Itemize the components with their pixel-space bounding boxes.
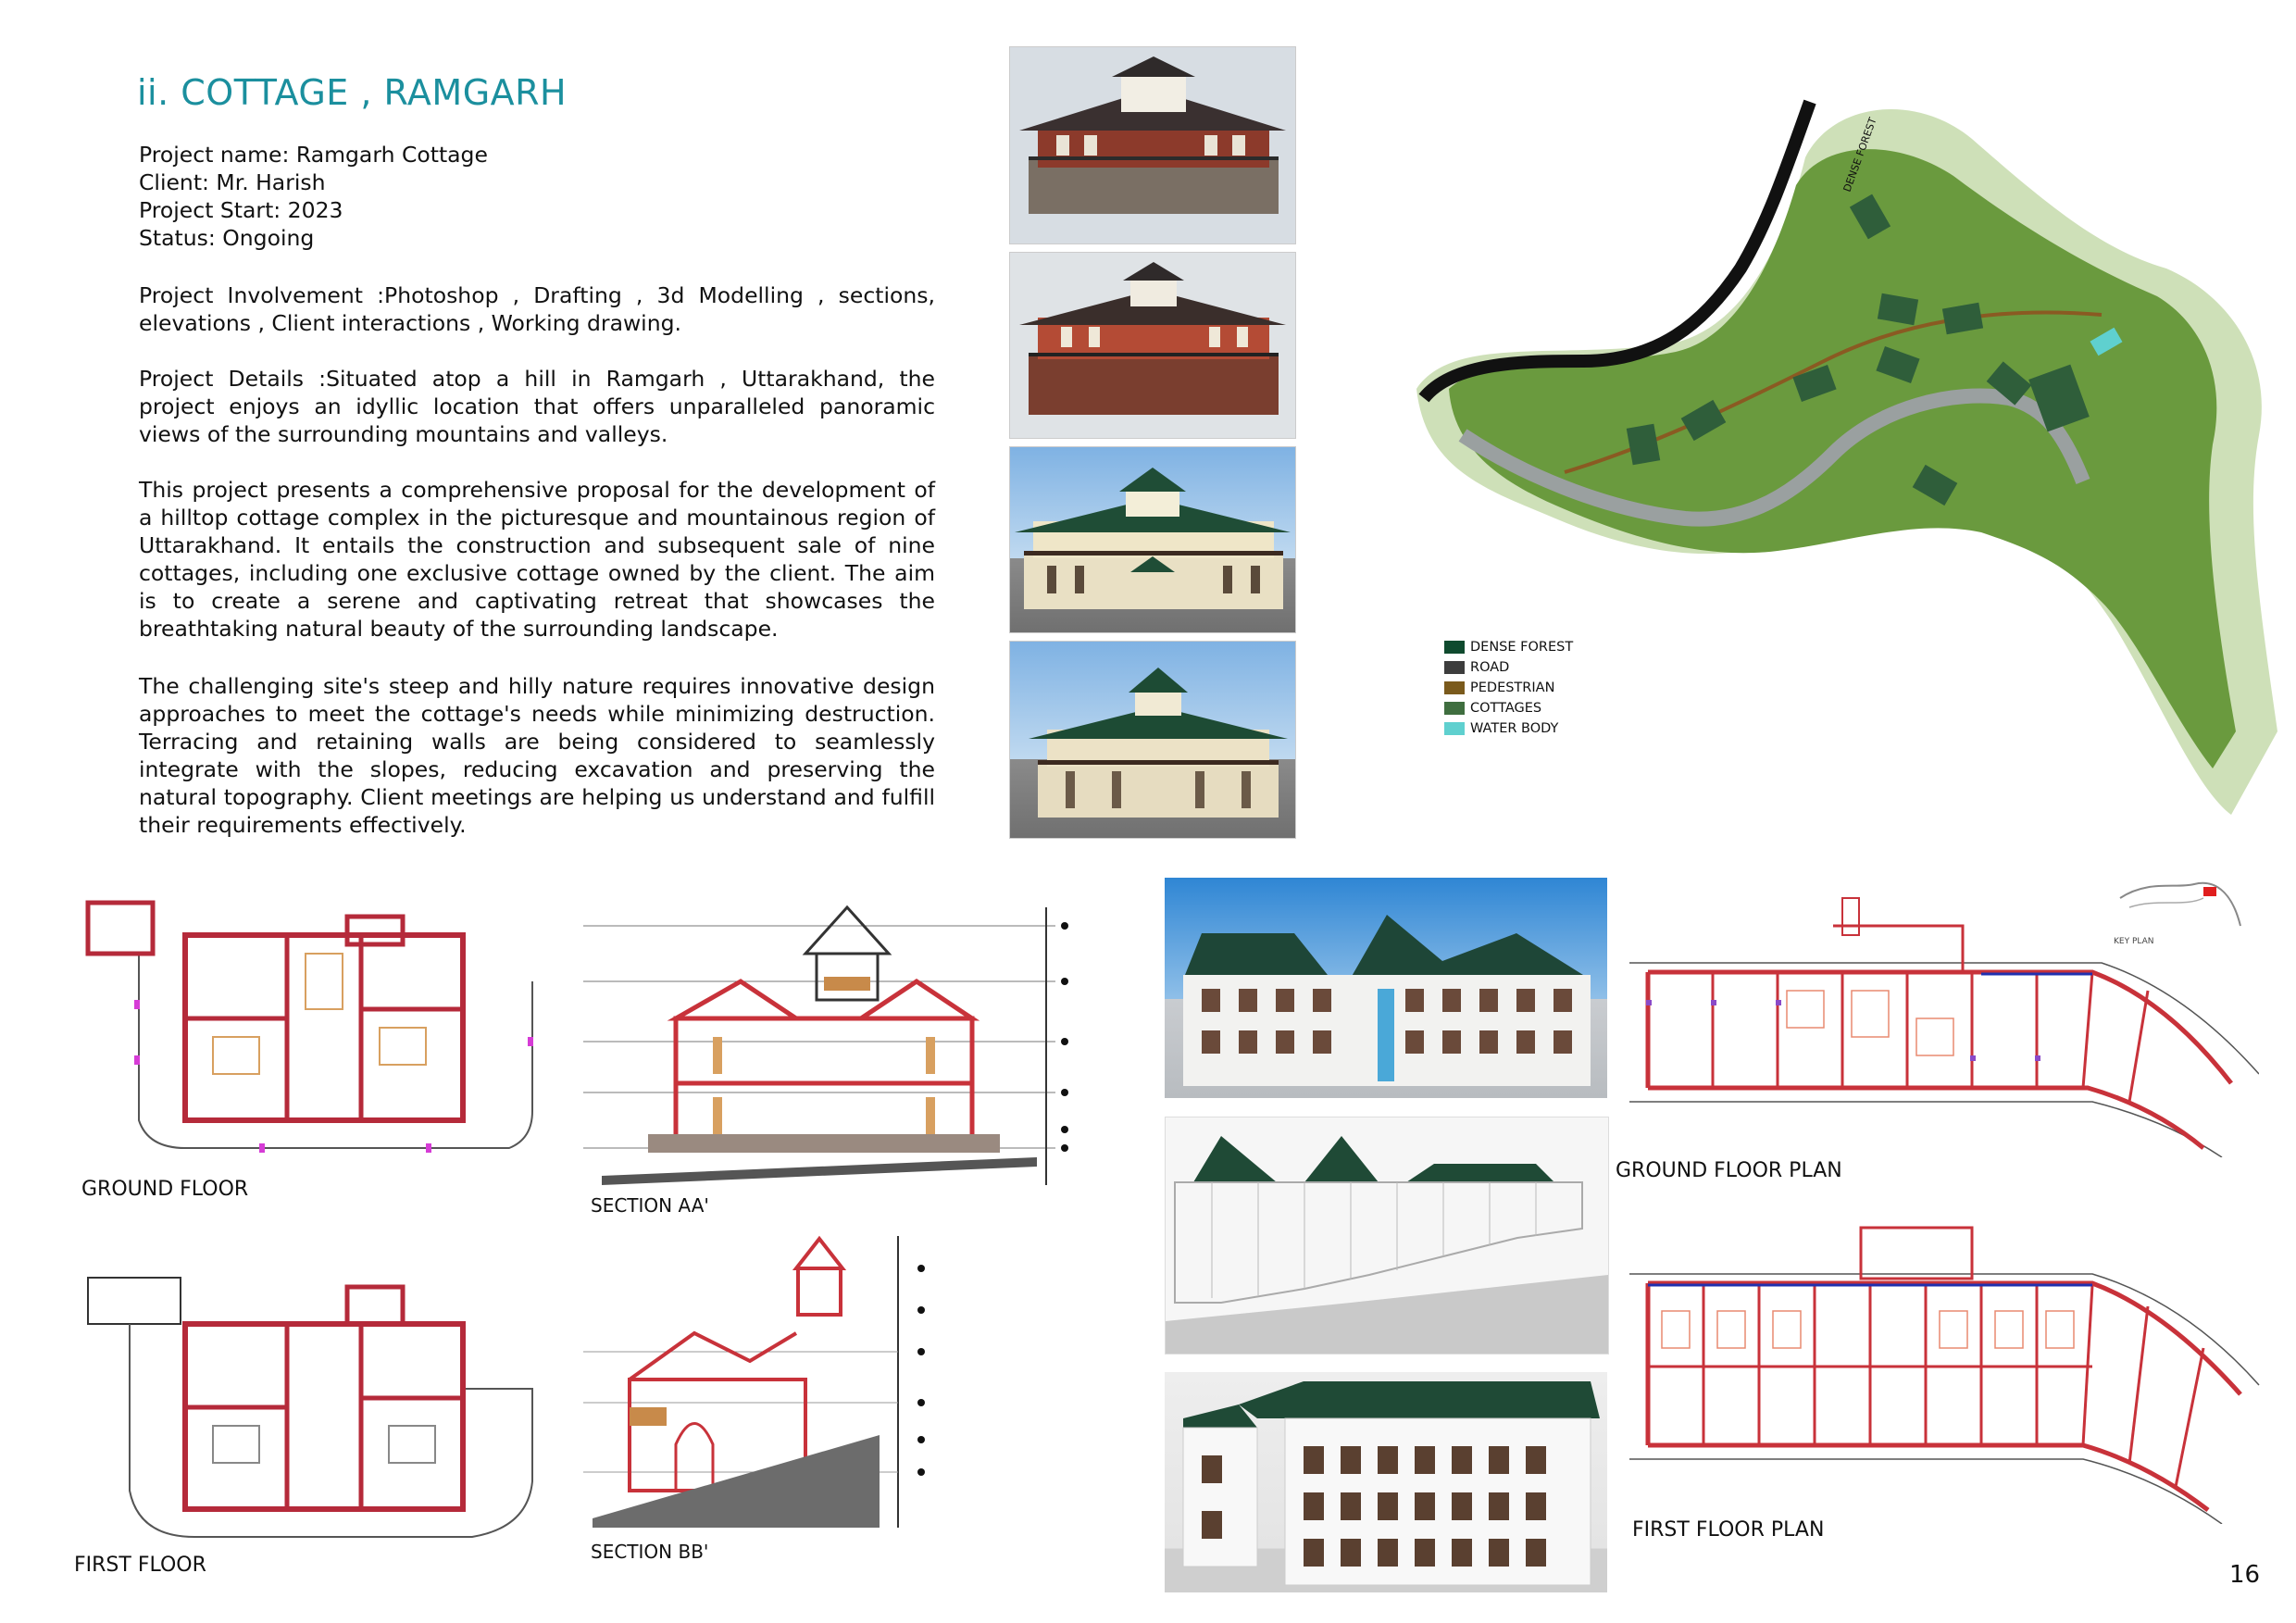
ground-floor-plan-label: GROUND FLOOR PLAN — [1616, 1159, 1842, 1182]
project-client: Client: Mr. Harish — [139, 169, 326, 195]
legend-swatch — [1444, 702, 1465, 715]
legend-item-road — [1444, 657, 1573, 678]
ground-floor-label: GROUND FLOOR — [81, 1178, 249, 1201]
legend-swatch — [1444, 641, 1465, 654]
key-plan-label: KEY PLAN — [2114, 937, 2154, 946]
legend-item-water-body — [1444, 718, 1573, 739]
project-start: Project Start: 2023 — [139, 197, 343, 223]
cottage-render-4 — [1009, 641, 1296, 839]
block-render-1 — [1165, 878, 1607, 1098]
section-aa-label: SECTION AA' — [591, 1194, 709, 1217]
site-legend — [1444, 637, 1573, 739]
first-floor-plan-label: FIRST FLOOR PLAN — [1632, 1518, 1825, 1542]
cottage-render-2 — [1009, 252, 1296, 439]
page-title: ii. COTTAGE , RAMGARH — [137, 72, 568, 113]
project-name: Project name: Ramgarh Cottage — [139, 142, 488, 168]
first-floor-drawing — [74, 1268, 537, 1546]
challenge-paragraph: The challenging site's steep and hilly nature requires innovative design approaches to meet the cottage's needs while minimizing destruction. Terracing and retaining walls are being considered to seamlessly integrate with the slopes, reducing excavation and preserving the natural topography. Client meetings are helping us understand and fulfill their requirements effectively. — [139, 673, 935, 838]
proposal-paragraph: This project presents a comprehensive proposal for the development of a hilltop cottage complex in the picturesque and mountainous region of Uttarakhand. It entails the construction and subsequent sale of nine cottages, including one exclusive cottage owned by the client. The aim is to create a serene and captivating retreat that showcases the breathtaking natural beauty of the surrounding landscape. — [139, 477, 935, 642]
legend-swatch — [1444, 681, 1465, 694]
first-floor-label: FIRST FLOOR — [74, 1554, 206, 1577]
legend-item-cottages — [1444, 698, 1573, 718]
section-bb-drawing — [574, 1231, 944, 1537]
legend-item-pedestrian — [1444, 678, 1573, 698]
cottage-render-1 — [1009, 46, 1296, 244]
legend-label: PEDESTRIAN — [1470, 680, 1555, 695]
details-paragraph: Project Details :Situated atop a hill in Ramgarh , Uttarakhand, the project enjoys an idyllic location that offers unparalleled panoramic views of the surrounding mountains and valleys. — [139, 366, 935, 447]
legend-label: WATER BODY — [1470, 721, 1559, 736]
cottage-render-3 — [1009, 446, 1296, 633]
legend-label: DENSE FOREST — [1470, 640, 1574, 655]
legend-swatch — [1444, 661, 1465, 674]
block-render-3 — [1165, 1372, 1607, 1592]
legend-swatch — [1444, 722, 1465, 735]
legend-item-dense-forest — [1444, 637, 1573, 657]
page-number: 16 — [2229, 1561, 2261, 1589]
block-first-floor-plan — [1611, 1218, 2277, 1524]
project-status: Status: Ongoing — [139, 225, 315, 251]
project-meta — [139, 141, 488, 252]
involvement-paragraph: Project Involvement :Photoshop , Drafting , 3d Modelling , sections, elevations , Client interactions , Working drawing. — [139, 282, 935, 336]
block-render-2 — [1165, 1117, 1609, 1355]
section-bb-label: SECTION BB' — [591, 1541, 709, 1563]
map-dense-forest-label: DENSE FOREST — [1841, 116, 1879, 194]
section-aa-drawing — [574, 898, 1083, 1194]
key-plan — [2111, 870, 2250, 944]
ground-floor-drawing — [74, 889, 537, 1167]
legend-label: COTTAGES — [1470, 701, 1542, 716]
legend-label: ROAD — [1470, 660, 1510, 675]
